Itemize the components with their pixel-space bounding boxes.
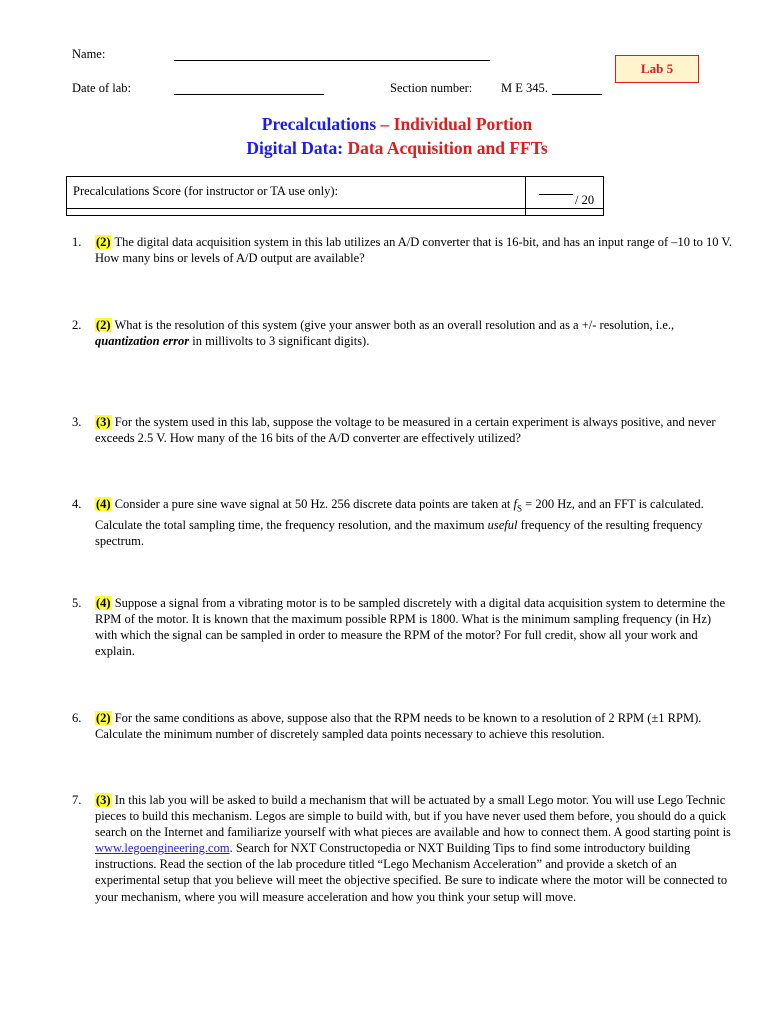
- section-field-line: [552, 94, 602, 95]
- question-number: 7.: [72, 793, 82, 807]
- question-6: [72, 710, 732, 742]
- question-text: For the same conditions as above, suppose also that the RPM needs to be known to a resolution of 2 RPM (±1 RPM). Calculate the minimum number of discretely sampled data points necessary to achieve this resolution.: [95, 711, 702, 742]
- score-total: / 20: [575, 193, 595, 207]
- title-dash: –: [376, 114, 394, 134]
- lab-badge: [615, 55, 699, 83]
- sampling-frequency-symbol: f: [513, 497, 518, 511]
- points-badge: (2): [96, 235, 111, 249]
- question-4: [72, 496, 732, 549]
- question-5: [72, 595, 732, 659]
- question-number: 5.: [72, 596, 82, 610]
- score-table-divider: [525, 177, 526, 215]
- subtitle-digital-data: Digital Data:: [246, 138, 348, 158]
- question-number: 2.: [72, 318, 82, 332]
- question-number: 3.: [72, 415, 82, 429]
- useful-term: useful: [487, 517, 518, 532]
- question-text-end: . Search for NXT Constructopedia or NXT Building Tips to find some introductory building instructions. Read the section of the lab procedure titled “Lego Mechanism Acceleration” and provide a sketch of an experimental setup that you believe will meet the objective specified. Be sure to indicate where the motor will be connected to your mechanism, where you will measure acceleration and how you think your setup will move.: [95, 841, 728, 904]
- page-subtitle: [0, 138, 768, 159]
- sampling-frequency-subscript: S: [517, 503, 523, 514]
- name-label: Name:: [72, 47, 106, 61]
- question-text-mid: = 200 Hz, and an FFT is calculated. Calculate the total sampling time, the frequency resolution, and the maximum: [95, 497, 704, 532]
- question-number: 1.: [72, 235, 82, 249]
- section-label: Section number:: [390, 81, 473, 95]
- question-text-end: in millivolts to 3 significant digits).: [189, 334, 370, 349]
- lego-engineering-link[interactable]: www.legoengineering.com: [95, 841, 230, 856]
- question-text: Suppose a signal from a vibrating motor is to be sampled discretely with a digital data acquisition system to determine the RPM of the motor. It is known that the maximum possible RPM is 1800. What is the minimum sampling frequency (in Hz) with which the signal can be sampled in order to measure the RPM of the motor? For full credit, show all your work and explain.: [95, 596, 725, 659]
- date-label: Date of lab:: [72, 81, 132, 95]
- subtitle-daq-ffts: Data Acquisition and FFTs: [347, 138, 548, 158]
- question-text: For the system used in this lab, suppose the voltage to be measured in a certain experiment is always positive, and never exceeds 2.5 V. How many of the 16 bits of the A/D converter are effectively utilized?: [95, 415, 716, 446]
- question-7: [72, 792, 732, 905]
- title-precalculations: Precalculations: [261, 114, 377, 134]
- name-field-line: [174, 60, 490, 61]
- question-text: In this lab you will be asked to build a mechanism that will be actuated by a small Lego motor. You will use Lego Technic pieces to build this mechanism. Legos are simple to build with, but if you have never used them before, you should do a quick search on the Internet and familiarize yourself with what pieces are available and how to connect them. A good starting point is: [95, 793, 731, 840]
- question-text-end: frequency of the resulting frequency spectrum.: [95, 517, 703, 548]
- score-table-rule: [67, 208, 603, 209]
- question-3: [72, 414, 732, 446]
- question-number: 4.: [72, 497, 82, 511]
- question-number: 6.: [72, 711, 82, 725]
- question-text: The digital data acquisition system in this lab utilizes an A/D converter that is 16-bit, and has an input range of –10 to 10 V. How many bins or levels of A/D output are available?: [95, 235, 732, 266]
- points-badge: (2): [96, 711, 111, 725]
- lab-badge-label: Lab 5: [640, 61, 674, 76]
- points-badge: (2): [96, 318, 111, 332]
- page-title: [0, 114, 768, 135]
- date-field-line: [174, 94, 324, 95]
- title-individual-portion: Individual Portion: [393, 114, 533, 134]
- question-1: [72, 234, 732, 266]
- section-value: M E 345.: [501, 81, 548, 95]
- points-badge: (4): [96, 596, 111, 610]
- points-badge: (3): [96, 415, 111, 429]
- score-label: Precalculations Score (for instructor or TA use only):: [73, 184, 339, 198]
- points-badge: (3): [96, 793, 111, 807]
- score-table: [66, 176, 604, 216]
- question-text: Consider a pure sine wave signal at 50 Hz. 256 discrete data points are taken at: [111, 497, 514, 511]
- points-badge: (4): [96, 497, 111, 511]
- quantization-error-term: quantization error: [95, 334, 190, 349]
- score-blank-line: [539, 194, 573, 195]
- question-2: [72, 317, 732, 349]
- question-text: What is the resolution of this system (give your answer both as an overall resolution and as a +/- resolution, i.e.,: [111, 318, 675, 332]
